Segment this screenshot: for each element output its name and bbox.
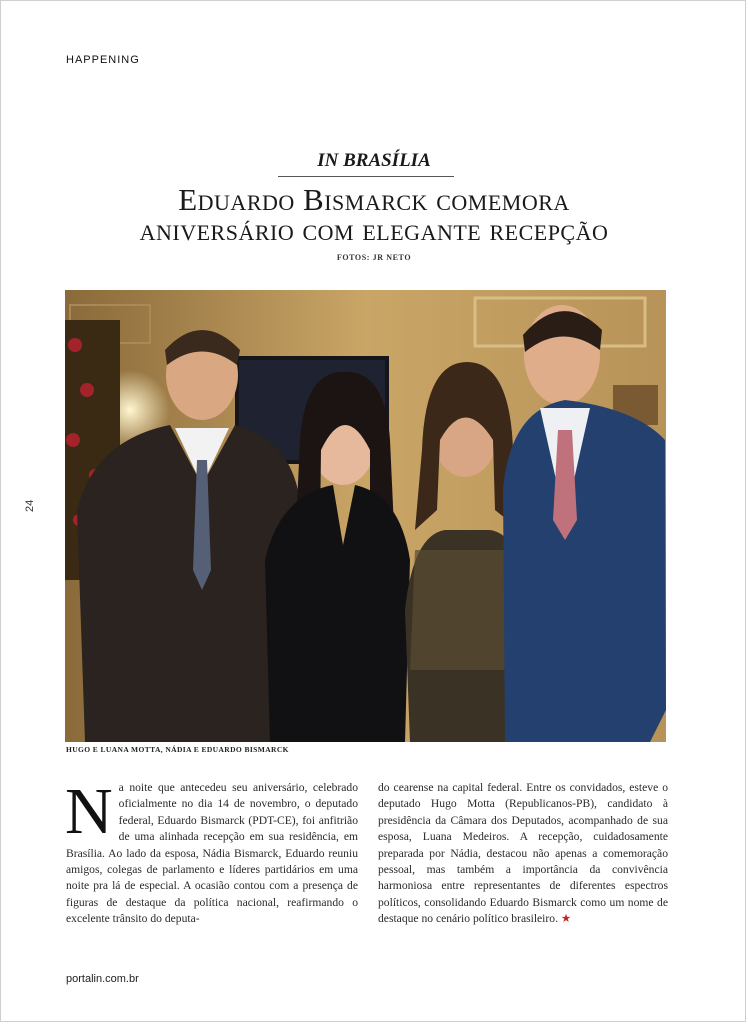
article-column-left: [65, 775, 358, 928]
section-label: HAPPENING: [66, 54, 140, 66]
end-mark-star-icon: ★: [560, 912, 572, 926]
kicker-rule: [278, 176, 454, 177]
event-photo: [65, 290, 666, 742]
article-text-left: a noite que antecedeu seu aniversário, celebrado oficialmente no dia 14 de novembro, o deputado federal, Eduardo Bismarck (PDT-CE), foi anfitrião de uma alinhada recepção em sua residência, em Brasília. Ao lado da esposa, Nádia Bismarck, Eduardo reuniu amigos, colegas de parlamento e líderes partidários em uma noite pra lá de especial. A ocasião contou com a presença de figuras de destaque da política nacional, reafirmando o excelente trânsito do deputa-: [66, 781, 358, 926]
headline-line-1: Eduardo Bismarck comemora: [178, 182, 570, 217]
kicker: IN BRASÍLIA: [317, 150, 431, 171]
page-number: 24: [24, 499, 36, 512]
drop-cap: N: [65, 775, 113, 848]
article-text-right: do cearense na capital federal. Entre os convidados, esteve o deputado Hugo Motta (Republicanos-PB), candidato à presidência da Câmara dos Deputados, acompanhado de sua esposa, Luana Medeiros. A recepção, cuidadosamente preparada por Nádia, destacou não apenas a comemoração pessoal, mas também a importância da convivência harmoniosa entre representantes de diferentes espectros políticos, consolidando Eduardo Bismarck como um nome de destaque no cenário político brasileiro.: [378, 781, 668, 926]
footer-url: portalin.com.br: [66, 973, 139, 985]
headline-line-2: aniversário com elegante recepção: [139, 212, 609, 247]
photo-caption: HUGO E LUANA MOTTA, NÁDIA E EDUARDO BISMARCK: [66, 745, 289, 754]
article-column-right: [378, 780, 668, 928]
photo-credit: FOTOS: JR NETO: [336, 253, 412, 262]
